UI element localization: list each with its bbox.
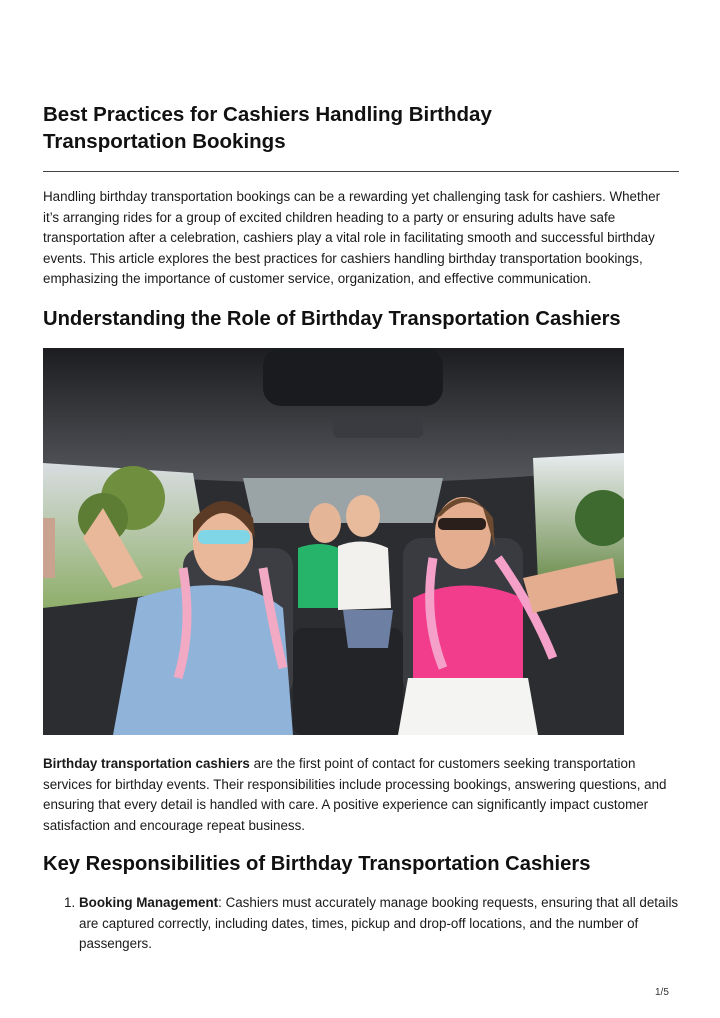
list-item (64, 893, 679, 955)
role-paragraph-bold: Birthday transportation cashiers (43, 756, 250, 771)
title-line-2: Transportation Bookings (43, 130, 286, 153)
section-heading-responsibilities: Key Responsibilities of Birthday Transportation Cashiers (43, 853, 591, 875)
title-line-1: Best Practices for Cashiers Handling Birthday (43, 103, 492, 126)
car-interior-photo (43, 348, 624, 735)
list-item-number: 1. (64, 895, 76, 910)
responsibilities-list (64, 893, 679, 955)
section-heading-role: Understanding the Role of Birthday Transportation Cashiers (43, 308, 621, 330)
role-paragraph-text: are the first point of contact for customers seeking transportation services for birthday events. Their responsibilities include processing bookings, answering questions, and ensuring that every detail is handled with care. A positive experience can significantly impact customer satisfaction and encourage repeat business. (43, 756, 667, 833)
intro-paragraph: Handling birthday transportation bookings can be a rewarding yet challenging task for cashiers. Whether it’s arranging rides for a group of excited children heading to a party or ensuring adults have safe transportation after a celebration, cashiers play a vital role in facilitating smooth and successful birthday events. This article explores the best practices for cashiers handling birthday transportation bookings, emphasizing the importance of customer service, organization, and effective communication. (43, 189, 661, 287)
title-divider (43, 171, 679, 172)
page-number: 1/5 (655, 987, 669, 998)
list-item-text: : Cashiers must accurately manage booking requests, ensuring that all details are captured correctly, including dates, times, pickup and drop-off locations, and the number of passengers. (79, 895, 679, 952)
article-title (43, 101, 603, 155)
role-paragraph (43, 754, 679, 836)
list-item-bold: Booking Management (79, 895, 219, 910)
